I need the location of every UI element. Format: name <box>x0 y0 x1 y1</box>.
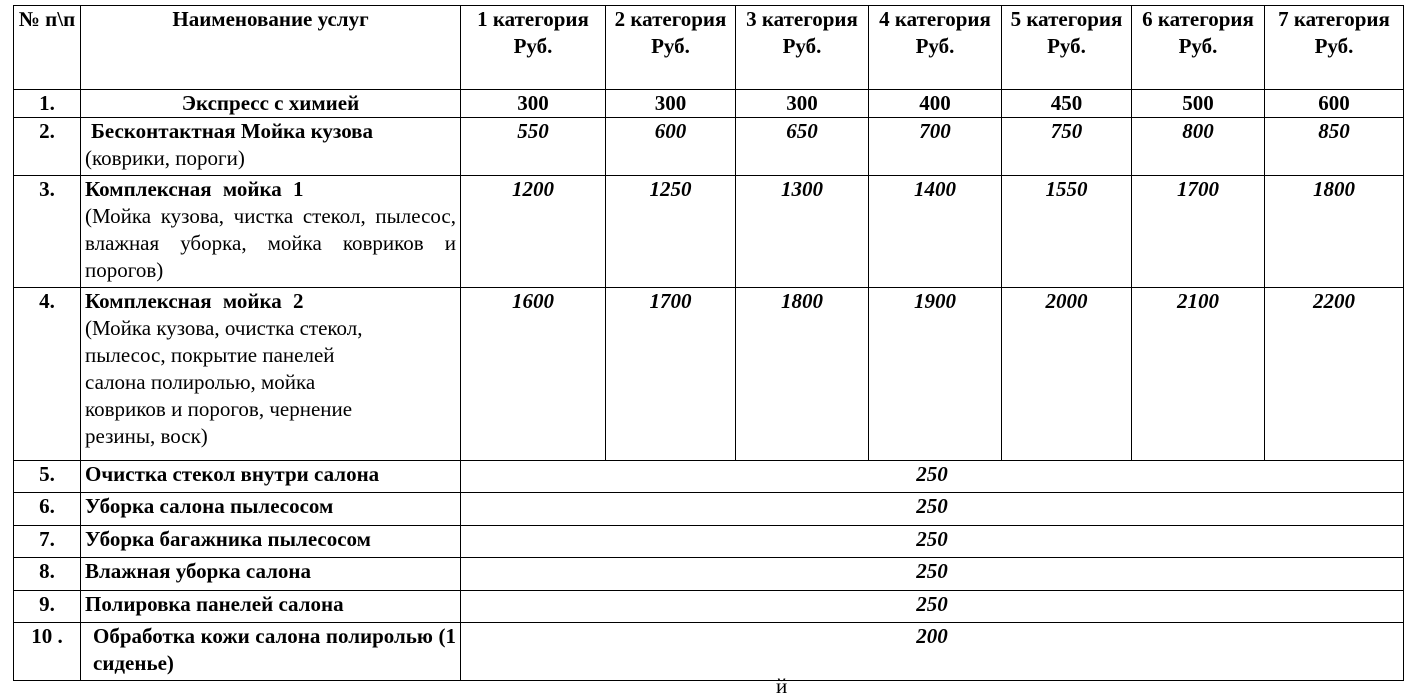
price-cell: 1800 <box>1265 176 1404 288</box>
service-name-cell <box>81 526 461 558</box>
header-category-4: 4 категория Руб. <box>869 6 1002 90</box>
price-cell: 800 <box>1132 118 1265 176</box>
price-cell: 1300 <box>736 176 869 288</box>
service-title: Полировка панелей салона <box>85 592 344 616</box>
service-title: Уборка салона пылесосом <box>85 494 334 518</box>
price-cell: 400 <box>869 90 1002 118</box>
header-category-1: 1 категория Руб. <box>461 6 606 90</box>
price-table <box>13 5 1404 681</box>
row-number: 6. <box>14 493 81 526</box>
service-title: Комплексная мойка 2 <box>85 289 304 313</box>
price-cell: 550 <box>461 118 606 176</box>
price-cell: 2100 <box>1132 288 1265 461</box>
header-category-6: 6 категория Руб. <box>1132 6 1265 90</box>
service-name-cell <box>81 176 461 288</box>
row-number: 5. <box>14 461 81 493</box>
service-title: Комплексная мойка 1 <box>85 177 304 201</box>
price-cell: 1550 <box>1002 176 1132 288</box>
flat-price-cell: 250 <box>461 461 1404 493</box>
flat-price-cell: 200 <box>461 623 1404 681</box>
price-cell: 1200 <box>461 176 606 288</box>
service-title: Экспресс с химией <box>181 91 360 115</box>
table-row <box>14 461 1404 493</box>
service-name-cell <box>81 288 461 461</box>
table-row <box>14 623 1404 681</box>
service-title: Очистка стекол внутри салона <box>85 462 380 486</box>
row-number: 1. <box>14 90 81 118</box>
service-title: Бесконтактная Мойка кузова <box>91 119 374 143</box>
row-number: 10 . <box>14 623 81 681</box>
header-category-2: 2 категория Руб. <box>606 6 736 90</box>
table-row <box>14 288 1404 461</box>
price-cell: 1600 <box>461 288 606 461</box>
table-row <box>14 176 1404 288</box>
price-cell: 1400 <box>869 176 1002 288</box>
header-num: № п\п <box>14 6 81 90</box>
header-category-5: 5 категория Руб. <box>1002 6 1132 90</box>
header-category-7: 7 категория Руб. <box>1265 6 1404 90</box>
service-detail: (Мойка кузова, очистка стекол, пылесос, покрытие панелей салона полиролью, мойка ковриков и порогов, чернение резины, воск) <box>85 316 363 448</box>
service-name-cell <box>81 623 461 681</box>
row-number: 9. <box>14 591 81 623</box>
flat-price-cell: 250 <box>461 493 1404 526</box>
price-cell: 500 <box>1132 90 1265 118</box>
service-detail: (Мойка кузова, чистка стекол, пылесос, влажная уборка, мойка ковриков и порогов) <box>85 204 456 282</box>
service-name-cell <box>81 558 461 591</box>
header-name: Наименование услуг <box>81 6 461 90</box>
flat-price-cell: 250 <box>461 558 1404 591</box>
service-name-cell <box>81 493 461 526</box>
row-number: 7. <box>14 526 81 558</box>
flat-price-cell: 250 <box>461 526 1404 558</box>
price-cell: 1900 <box>869 288 1002 461</box>
row-number: 8. <box>14 558 81 591</box>
row-number: 4. <box>14 288 81 461</box>
price-cell: 650 <box>736 118 869 176</box>
service-name-cell <box>81 90 461 118</box>
price-cell: 1700 <box>606 288 736 461</box>
price-cell: 600 <box>606 118 736 176</box>
service-title: Влажная уборка салона <box>85 559 312 583</box>
table-row <box>14 90 1404 118</box>
price-cell: 2000 <box>1002 288 1132 461</box>
service-title: Обработка кожи салона полиролью (1 сиденье) <box>93 624 456 675</box>
header-category-3: 3 категория Руб. <box>736 6 869 90</box>
service-name-cell <box>81 118 461 176</box>
flat-price-cell: 250 <box>461 591 1404 623</box>
service-name-cell <box>81 461 461 493</box>
row-number: 2. <box>14 118 81 176</box>
table-row <box>14 591 1404 623</box>
price-cell: 850 <box>1265 118 1404 176</box>
table-row <box>14 558 1404 591</box>
price-cell: 300 <box>736 90 869 118</box>
row-number: 3. <box>14 176 81 288</box>
price-cell: 450 <box>1002 90 1132 118</box>
price-cell: 1800 <box>736 288 869 461</box>
table-row <box>14 526 1404 558</box>
service-detail: (коврики, пороги) <box>85 146 245 170</box>
price-cell: 750 <box>1002 118 1132 176</box>
price-cell: 300 <box>606 90 736 118</box>
price-cell: 700 <box>869 118 1002 176</box>
service-name-cell <box>81 591 461 623</box>
service-title: Уборка багажника пылесосом <box>85 527 371 551</box>
price-cell: 1700 <box>1132 176 1265 288</box>
table-row <box>14 493 1404 526</box>
table-row <box>14 118 1404 176</box>
price-cell: 600 <box>1265 90 1404 118</box>
header-row <box>14 6 1404 90</box>
footer-text-fragment: й <box>776 674 788 698</box>
price-cell: 2200 <box>1265 288 1404 461</box>
price-cell: 300 <box>461 90 606 118</box>
price-cell: 1250 <box>606 176 736 288</box>
